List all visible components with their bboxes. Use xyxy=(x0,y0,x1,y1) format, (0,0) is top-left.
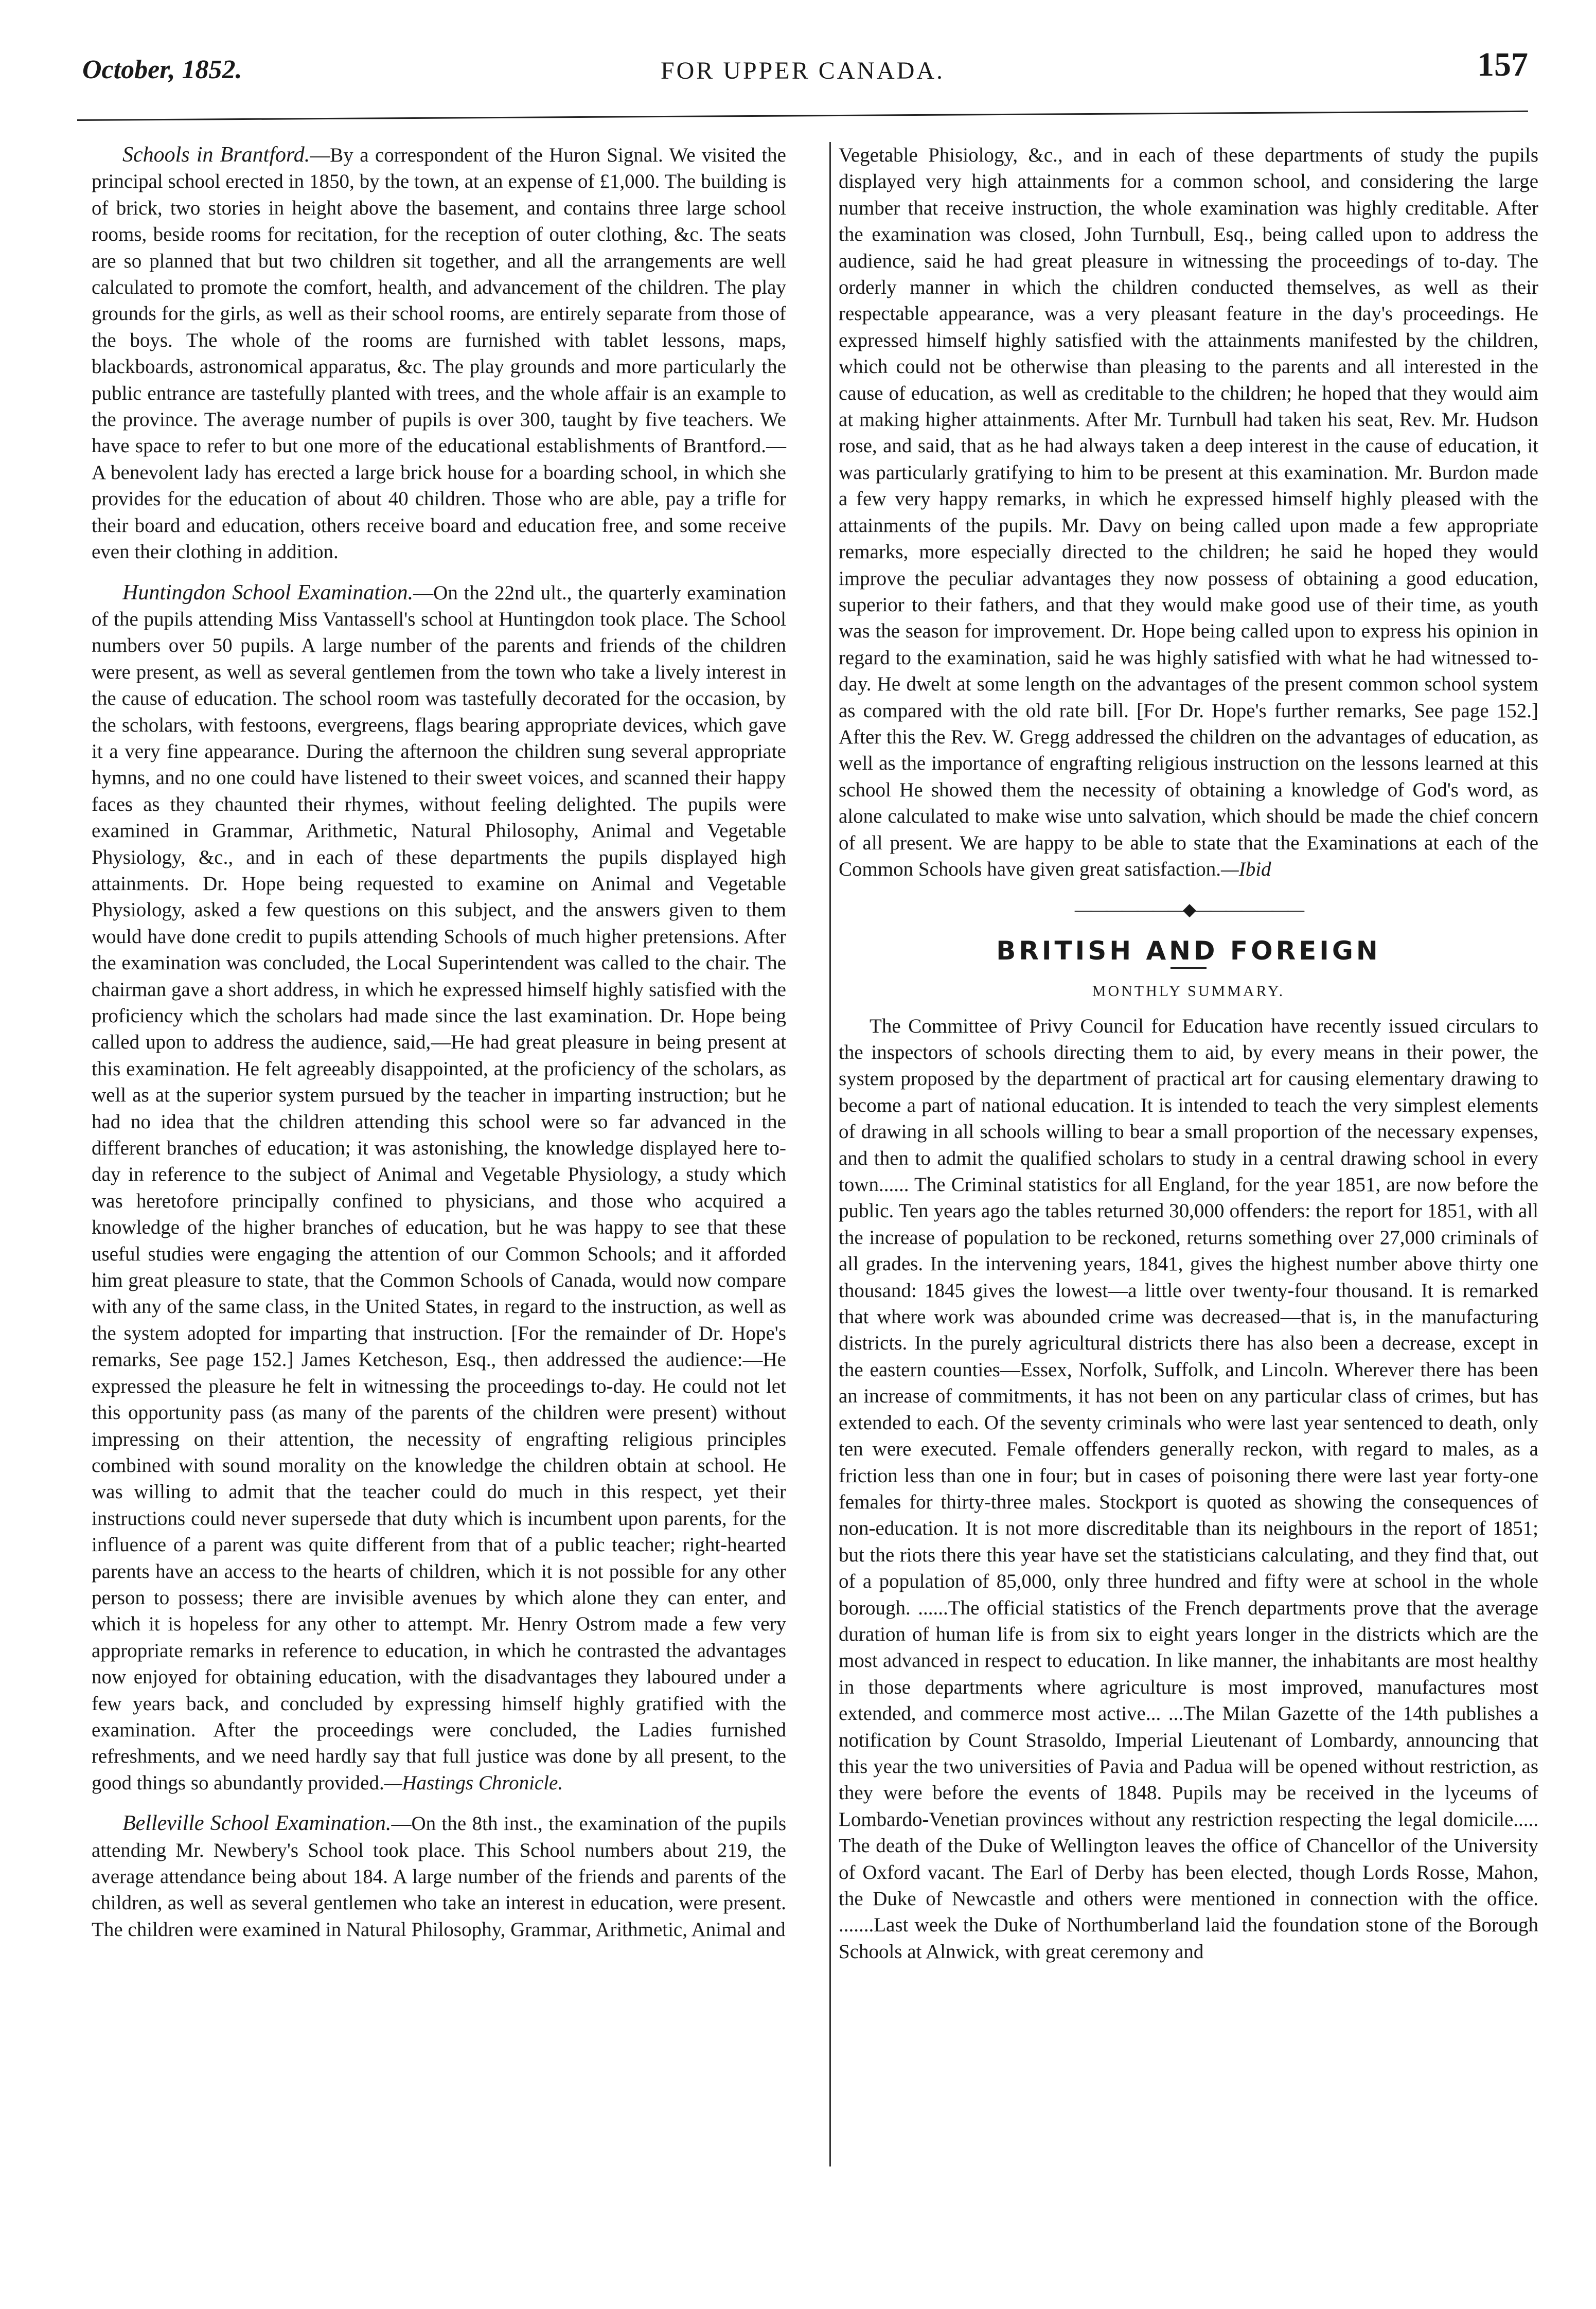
header-date: October, 1852. xyxy=(82,55,242,84)
article-belleville-continued xyxy=(839,142,1538,882)
article-source: —Hastings Chronicle. xyxy=(384,1771,563,1794)
article-text: By a correspondent of the Huron Signal. We visited the principal school erected in 1850, by the town, at an expense of £1,000. The building is of brick, two stories in height above the basement, and contains three large school rooms, beside rooms for recitation, for the reception of outer clothing, &c. The seats are so planned that but two children sit together, and all the arrangements are well calculated to promote the comfort, health, and advancement of the children. The play grounds for the girls, as well as their school rooms, are entirely separate from those of the boys. The whole of the rooms are furnished with tablet lessons, maps, blackboards, astronomical apparatus, &c. The play grounds and more particularly the public entrance are tastefully planted with trees, and the whole affair is an example to the province. The average number of pupils is over 300, taught by five teachers. We have space to refer to but one more of the educational establishments of Brantford.—A benevolent lady has erected a large brick house for a boarding school, in which she provides for the education of about 40 children. Those who are able, pay a trifle for their board and education, others receive board and education free, and some receive even their clothing in addition. xyxy=(92,144,786,563)
header-rule xyxy=(77,111,1528,121)
article-text: On the 8th inst., the examination of the pupils attending Mr. Newbery's School took place. This School numbers about 219, the average attendance being about 184. A large number of the friends and parents of the children, as well as several gentlemen who take an interest in education, were present. The children were examined in Natural Philosophy, Grammar, Arithmetic, Animal and xyxy=(92,1813,786,1941)
ornamental-divider: ———————◆——————— xyxy=(1074,900,1303,920)
left-column xyxy=(92,142,786,1957)
article-lead: Schools in Brantford. xyxy=(122,143,310,167)
article-text: Vegetable Phisiology, &c., and in each of these departments of study the pupils displayed very high attainments for a common school, and considering the large number that receive instruction, the whole examination was highly creditable. After the examination was closed, John Turnbull, Esq., being called upon to address the audience, said he had great pleasure in witnessing the proceedings of to-day. The orderly manner in which the children conducted themselves, as well as their respectable appearance, was a very pleasant feature in the day's proceedings. He expressed himself highly satisfied with the attainments manifested by the children, which could not be otherwise than pleasing to the parents and all interested in the cause of education, as well as creditable to the children; he hoped that they would aim at making higher attainments. After Mr. Turnbull had taken his seat, Rev. Mr. Hudson rose, and said, that as he had always taken a deep interest in the cause of education, it was particularly gratifying to him to be present at this examination. Mr. Burdon made a few very happy remarks, in which he expressed himself highly pleased with the attainments of the pupils. Mr. Davy on being called upon made a few appropriate remarks, more especially directed to the children; he said he hoped they would improve the peculiar advantages they now possess of obtaining a good education, superior to their fathers, and that they would make good use of their time, as youth was the season for improvement. Dr. Hope being called upon to express his opinion in regard to the examination, said he was highly satisfied with what he had witnessed to-day. He dwelt at some length on the advantages of the present common school system as compared with the old rate bill. [For Dr. Hope's further remarks, See page 152.] After this the Rev. W. Gregg addressed the children on the advantages of education, as well as the importance of engrafting religious instruction on the lessons learned at this school He showed them the necessity of obtaining a knowledge of God's word, as alone calculated to make wise unto salvation, which should be made the chief concern of all present. We are happy to be able to state that the Examinations at each of the Common Schools have given great satisfaction. xyxy=(839,144,1538,880)
article-lead: Belleville School Examination. xyxy=(122,1811,392,1836)
section-title: BRITISH AND FOREIGN xyxy=(996,935,1381,966)
article-text: On the 22nd ult., the quarterly examination of the pupils attending Miss Vantassell's school at Huntingdon took place. The School numbers over 50 pupils. A large number of the parents and friends of the children were present, as well as several gentlemen from the town who take a lively interest in the cause of education. The school room was tastefully decorated for the occasion, by the scholars, with festoons, evergreens, flags bearing appropriate devices, which gave it a very fine appearance. During the afternoon the children sung several appropriate hymns, and no one could have listened to their sweet voices, and scanned their happy faces as they chaunted their rhymes, without feeling delighted. The pupils were examined in Grammar, Arithmetic, Natural Philosophy, Animal and Vegetable Physiology, &c., and in each of these departments the pupils displayed high attainments. Dr. Hope being requested to examine on Animal and Vegetable Physiology, asked a few questions on this subject, and the answers given to them would have done credit to pupils attending Schools of much higher pretensions. After the examination was concluded, the Local Superintendent was called to the chair. The chairman gave a short address, in which he expressed himself highly satisfied with the proficiency which the scholars had made since the last examination. Dr. Hope being called upon to address the audience, said,—He had great pleasure in being present at this examination. He felt agreeably disappointed, at the proficiency of the scholars, as well as at the superior system pursued by the teacher in imparting instruction; but he had no idea that the children attending this school were so far advanced in the different branches of education; it was astonishing, the knowledge displayed here to-day in reference to the subject of Animal and Vegetable Physiology, a study which was heretofore principally confined to physicians, and those who acquired a knowledge of the higher branches of education, but he was happy to see that these useful studies were engaging the attention of our Common Schools; and it afforded him great pleasure to state, that the Common Schools of Canada, would now compare with any of the same class, in the United States, in regard to the instruction, as well as the system adopted for imparting that instruction. [For the remainder of Dr. Hope's remarks, See page 152.] James Ketcheson, Esq., then addressed the audience:—He expressed the pleasure he felt in witnessing the proceedings to-day. He could not let this opportunity pass (as many of the parents of the children were present) without impressing on their attention, the necessity of engrafting religious principles combined with sound morality on the knowledge the children obtain at school. He was willing to admit that the teacher could do much in this respect, yet their instructions could never supersede that duty which is incumbent upon parents, for the influence of a parent was quite different from that of a public teacher; right-hearted parents have an access to the hearts of children, which it is not possible for any other person to possess; there are invisible avenues by which alone they can enter, and which it is hopeless for any other to attempt. Mr. Henry Ostrom made a few very appropriate remarks in reference to education, in which he contrasted the advantages now enjoyed for obtaining education, with the disadvantages they laboured under a few years back, and concluded by expressing himself highly gratified with the examination. After the proceedings were concluded, the Ladies furnished refreshments, and we need hardly say that full justice was done by all present, to the good things so abundantly provided. xyxy=(92,581,786,1794)
article-lead: Huntingdon School Examination. xyxy=(122,580,414,605)
right-column xyxy=(839,142,1538,1979)
header-title: FOR UPPER CANADA. xyxy=(660,57,945,84)
article-huntingdon xyxy=(92,580,786,1797)
column-divider xyxy=(829,142,831,2166)
lead-dash: — xyxy=(413,581,434,604)
page-header xyxy=(77,45,1528,102)
lead-dash: — xyxy=(310,144,330,166)
article-belleville xyxy=(92,1810,786,1943)
section-rule xyxy=(1171,967,1207,969)
page-number: 157 xyxy=(1477,46,1528,83)
article-brantford xyxy=(92,142,786,565)
section-subtitle: MONTHLY SUMMARY. xyxy=(1092,983,1285,1000)
article-source: —Ibid xyxy=(1221,858,1271,880)
monthly-summary-text xyxy=(839,1013,1538,1965)
lead-dash: — xyxy=(391,1813,412,1835)
article-text: The Committee of Privy Council for Education have recently issued circulars to the inspectors of schools directing them to aid, by every means in their power, the system proposed by the department of practical art for causing elementary drawing to become a part of national education. It is intended to teach the very simplest elements of drawing in all schools willing to bear a small proportion of the necessary expenses, and then to admit the qualified scholars to study in a central drawing school in every town...... The Criminal statistics for all England, for the year 1851, are now before the public. Ten years ago the tables returned 30,000 offenders: the report for 1851, with all the increase of population to be reckoned, returns something over 27,000 criminals of all grades. In the intervening years, 1841, gives the highest number above thirty one thousand: 1845 gives the lowest—a little over twenty-four thousand. It is remarked that where work was abounded crime was decreased—that is, in the manufacturing districts. In the purely agricultural districts there has also been a decrease, except in the eastern counties—Essex, Norfolk, Suffolk, and Lincoln. Wherever there has been an increase of commitments, it has not been on any particular class of crimes, but has extended to each. Of the seventy criminals who were last year sentenced to death, only ten were executed. Female offenders generally reckon, with regard to males, as a friction less than one in four; but in cases of poisoning there were last year forty-one females for thirty-three males. Stockport is quoted as showing the consequences of non-education. It is not more discreditable than its neighbours in the report of 1851; but the riots there this year have set the statisticians calculating, and they find that, out of a population of 85,000, only three hundred and fifty were at school in the whole borough. ......The official statistics of the French departments prove that the average duration of human life is from six to eight years longer in the districts which are the most advanced in respect to education. In like manner, the inhabitants are most healthy in those departments where agriculture is most improved, manufactures most extended, and commerce most active... ...The Milan Gazette of the 14th publishes a notification by Count Strasoldo, Imperial Lieutenant of Lombardy, announcing that this year the two universities of Pavia and Padua will be opened without restriction, as they were before the events of 1848. Pupils may be received in the lyceums of Lombardo-Venetian provinces without any restriction respecting the legal domicile..... The death of the Duke of Wellington leaves the office of Chancellor of the University of Oxford vacant. The Earl of Derby has been elected, though Lords Rosse, Mahon, the Duke of Newcastle and others were mentioned in connection with the office. .......Last week the Duke of Northumberland laid the foundation stone of the Borough Schools at Alnwick, with great ceremony and xyxy=(839,1015,1538,1963)
